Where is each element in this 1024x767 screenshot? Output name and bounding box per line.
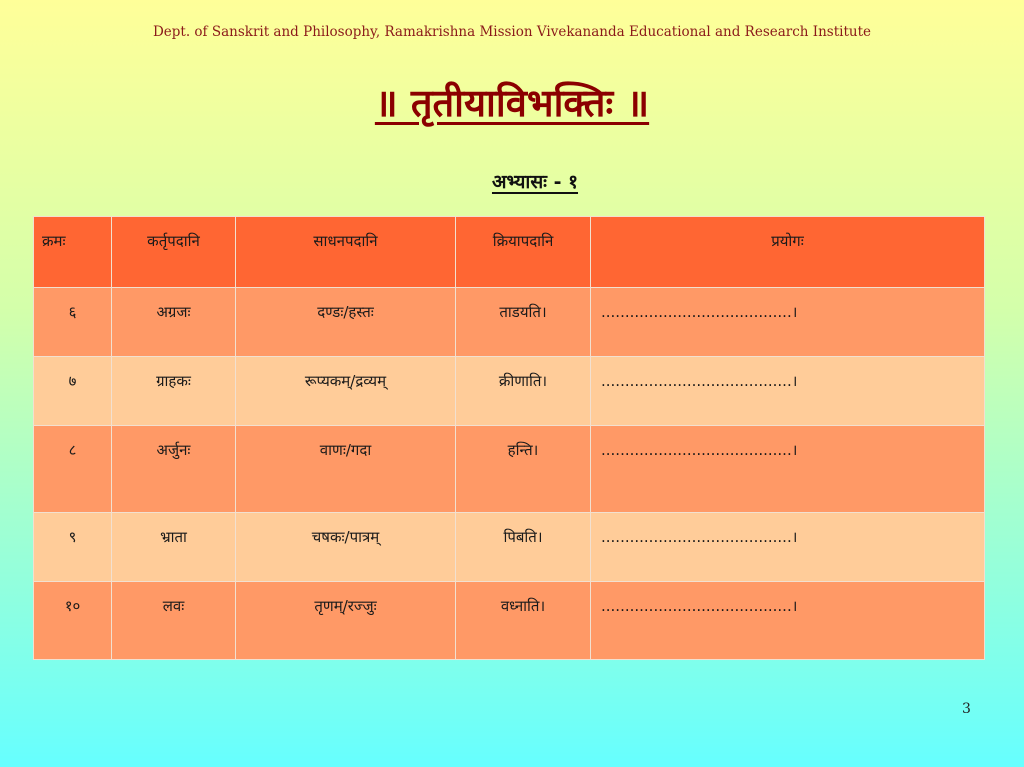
cell-verb: वध्नाति। <box>456 582 591 660</box>
cell-verb: क्रीणाति। <box>456 357 591 426</box>
cell-subject: ग्राहकः <box>112 357 236 426</box>
cell-serial: ६ <box>34 288 112 357</box>
cell-usage-blank[interactable]: ........................................। <box>591 582 985 660</box>
header-cell-instrument: साधनपदानि <box>236 217 456 288</box>
cell-instrument: तृणम्/रज्जुः <box>236 582 456 660</box>
table-header-row <box>34 217 985 288</box>
cell-instrument: दण्डः/हस्तः <box>236 288 456 357</box>
cell-serial: ८ <box>34 426 112 513</box>
page-title <box>0 76 1024 128</box>
cell-subject: भ्राता <box>112 513 236 582</box>
cell-subject: अग्रजः <box>112 288 236 357</box>
cell-serial: ७ <box>34 357 112 426</box>
cell-instrument: चषकः/पात्रम् <box>236 513 456 582</box>
cell-usage-blank[interactable]: ........................................। <box>591 288 985 357</box>
page-title-text: ॥ तृतीयाविभक्तिः ॥ <box>374 81 650 125</box>
header-cell-subject: कर्तृपदानि <box>112 217 236 288</box>
cell-verb: ताडयति। <box>456 288 591 357</box>
exercise-subtitle-text: अभ्यासः - १ <box>491 171 579 193</box>
cell-subject: लवः <box>112 582 236 660</box>
cell-usage-blank[interactable]: ........................................। <box>591 357 985 426</box>
cell-instrument: वाणः/गदा <box>236 426 456 513</box>
exercise-subtitle <box>0 168 1024 194</box>
table-row <box>34 513 985 582</box>
header-institute: Dept. of Sanskrit and Philosophy, Ramakrishna Mission Vivekananda Educational and Research Institute <box>152 24 872 40</box>
header-cell-verb: क्रियापदानि <box>456 217 591 288</box>
table-row <box>34 426 985 513</box>
table-row <box>34 582 985 660</box>
cell-serial: १० <box>34 582 112 660</box>
cell-usage-blank[interactable]: ........................................। <box>591 513 985 582</box>
header-cell-serial: क्रमः <box>34 217 112 288</box>
cell-verb: पिबति। <box>456 513 591 582</box>
cell-serial: ९ <box>34 513 112 582</box>
header-cell-usage: प्रयोगः <box>591 217 985 288</box>
page-number: 3 <box>962 701 971 717</box>
table-row <box>34 288 985 357</box>
cell-usage-blank[interactable]: ........................................। <box>591 426 985 513</box>
cell-verb: हन्ति। <box>456 426 591 513</box>
cell-subject: अर्जुनः <box>112 426 236 513</box>
table-row <box>34 357 985 426</box>
cell-instrument: रूप्यकम्/द्रव्यम् <box>236 357 456 426</box>
exercise-table <box>33 216 985 660</box>
